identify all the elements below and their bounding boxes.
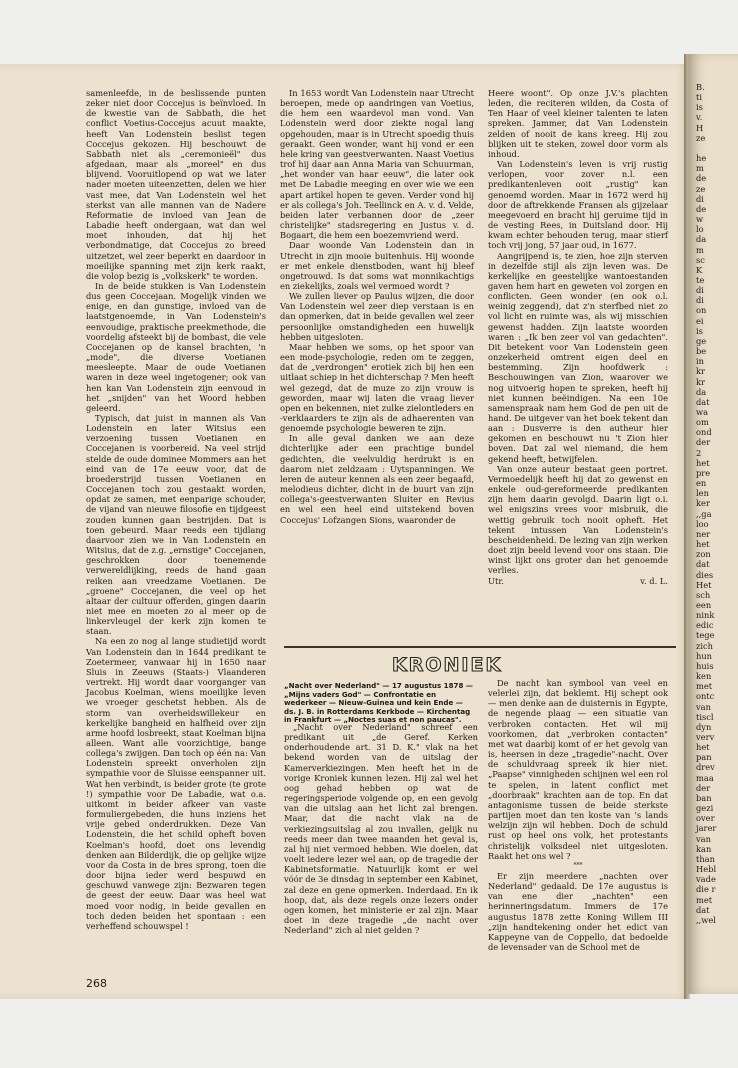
edge-fragment: be	[696, 346, 707, 357]
paragraph: Na een zo nog al lange studietijd wordt Van Lodenstein dan in 1644 predikant te Zoetermeer, vanwaar hij in 1650 naar Sluis in Zeeuws (Staats-) Vlaanderen vertrekt. Hij wordt daar voorganger van Jacobus Koelman, wiens moeilijke leven we vroeger geschetst hebben. Als de storm van overheidswillekeur en kerkelijke bangheid en halfheid over zijn arme hoofd losbreekt, staat Koelman bijna alleen. Want alle voorzichtige, bange collega's zwijgen. Dan toch op één na: Van Lodenstein spreekt onverholen zijn sympathie voor de Sluisse eenspanner uit. Wat hen verbindt, is beider grote (te grote !) sympathie voor De Labadie, wat o.a. uitkomt in beider afkeer van vaste formuliergebeden, die huns inziens het vrije gebed onderdrukken. Deze Van Lodenstein, die het schild opheft boven Koelman's hoofd, doet ons levendig denken aan Bilderdijk, die op gelijke wijze voor da Costa in de bres sprong, toen die door bijna ieder werd bespuwd en geschuwd vanwege zijn: Bezwaren tegen de geest der eeuw. Daar was heel wat moed voor nodig, in beide gevallen en toch deden beiden het spontaan : een verheffend schouwspel !	[86, 636, 266, 931]
edge-fragment: Het	[696, 579, 712, 590]
paragraph: In 1653 wordt Van Lodenstein naar Utrecht beroepen, mede op aandringen van Voetius, die hem een waardevol man vond. Van Lodenstein werd door ziekte nogal lang opgehouden, maar is in Utrecht spoedig thuis geraakt. Geen wonder, want hij vond er een hele kring van geestverwanten. Naast Voetius trof hij daar aan Anna Maria van Schuurman, „het wonder van haar eeuw", die later ook met De Labadie meeging en over wie we een apart artikel hopen te geven. Verder vond hij er als collega's Joh. Teellinck en A. v. d. Velde, beiden later verbannen door de „zeer christelijke" stadsregering en Justus v. d. Bogaart, die hem een boezemvriend werd.	[280, 88, 474, 241]
edge-fragment: kr	[696, 376, 705, 387]
edge-fragment: sc	[696, 254, 705, 265]
edge-fragment: van	[696, 833, 711, 844]
signature-initials: v. d. L.	[640, 575, 668, 586]
edge-fragment: ond	[696, 427, 712, 438]
edge-fragment: die r	[696, 884, 716, 895]
paragraph: Er zijn meerdere „nachten over Nederland" gedaald. De 17e augustus is van ene dier „nachten" een herinneringsdatum. Immers de 17e augustus 1878 zette Koning Willem III „zijn handtekening onder het edict van Kappeyne van de Coppello, dat bedoelde de levensader van de School met de	[488, 870, 668, 953]
edge-fragment: met	[696, 894, 713, 905]
edge-fragment: ti	[696, 92, 702, 103]
edge-fragment: het	[696, 742, 710, 753]
signature-place: Utr.	[488, 575, 505, 586]
edge-fragment: pre	[696, 467, 711, 478]
paragraph: In de beide stukken is Van Lodenstein dus geen Coccejaan. Mogelijk vinden we enige, en dan gunstige, invloed van de laatstgenoemde, in Van Lodenstein's eenvoudige, praktische preekmethode, die voordelig afsteekt bij de bombast, die vele Coccejanen op de kansel brachten, 'n „mode", die diverse Voetianen meesleepte. Maar de oude Voetianen waren in deze weel ingetogener; ook van hen kan Van Lodenstein zijn eenvoud in het „snijden" van het Woord hebben geleerd.	[86, 280, 266, 413]
edge-fragment: dyn	[696, 721, 712, 732]
edge-fragment: ban	[696, 792, 712, 803]
edge-fragment: dat	[696, 559, 710, 570]
kroniek-summary: „Nacht over Nederland" — 17 augustus 1878 — „Mijns vaders God" — Confrontatie en wederkeer — Nieuw-Guinea und kein Ende — ds. J. B. in Rotterdams Kerkbode — Kirchentag in Frankfurt — „Noctes suas et non paucas".	[284, 681, 473, 725]
edge-fragment: da	[696, 386, 707, 397]
right-page-text-fragments	[696, 82, 738, 925]
edge-fragment: H	[696, 122, 704, 133]
paragraph: Typisch, dat juist in mannen als Van Lodenstein en later Witsius een verzoening tussen Voetianen en Coccejanen is voorbereid. Na veel strijd stelde de oude dominee Mommers aan het eind van de 17e eeuw voor, dat de broederstrijd tussen Voetianen en Coccejanen toch zou gestaakt worden, opdat ze samen, met eenparige schouder, de vijand van nieuwe filosofie en tijdgeest zouden kunnen gaan bestrijden. Dat is toen gebeurd. Maar reeds een tijdlang daarvoor zien we in Van Lodenstein en Witsius, dat de z.g. „ernstige" Coccejanen, geschrokken door toenemende verwereldlijking, reeds de hand gaan reiken aan vreedzame Voetianen. De „groene" Coccejanen, die veel op het altaar der cultuur offerden, gingen daarin niet mee en moeten zo al meer op de linkervleugel der kerk zijn komen te staan.	[86, 413, 266, 637]
edge-fragment: vade	[696, 874, 716, 885]
edge-fragment: loo	[696, 518, 709, 529]
edge-fragment	[696, 143, 738, 153]
paragraph: We zullen liever op Paulus wijzen, die door Van Lodenstein wel zeer diep verstaan is en dan opmerken, dat in beide gevallen wel zeer persoonlijke omstandigheden een huwelijk hebben uitgesloten.	[280, 291, 474, 342]
edge-fragment: der	[696, 782, 711, 793]
edge-fragment: dat	[696, 396, 710, 407]
edge-fragment: en	[696, 478, 707, 489]
edge-fragment: gezi	[696, 803, 714, 814]
page-number: 268	[86, 977, 107, 990]
edge-fragment: een	[696, 599, 712, 610]
edge-fragment: huis	[696, 660, 714, 671]
edge-fragment: lo	[696, 224, 704, 235]
section-separator: ***	[573, 861, 583, 869]
edge-fragment: het	[696, 539, 710, 550]
edge-fragment: K	[696, 264, 703, 275]
edge-fragment: ker	[696, 498, 710, 509]
column-1	[86, 88, 266, 931]
edge-fragment: de	[696, 173, 707, 184]
edge-fragment: w	[696, 214, 704, 225]
edge-fragment: di	[696, 295, 704, 306]
edge-fragment: de	[696, 203, 707, 214]
edge-fragment: nink	[696, 610, 715, 621]
edge-fragment: der	[696, 437, 711, 448]
edge-fragment: edic	[696, 620, 714, 631]
edge-fragment: pan	[696, 752, 712, 763]
edge-fragment: Hebl	[696, 864, 717, 875]
edge-fragment: ei	[696, 315, 704, 326]
edge-fragment: di	[696, 193, 704, 204]
edge-fragment: dies	[696, 569, 714, 580]
edge-fragment: drev	[696, 762, 715, 773]
paragraph: Daar woonde Van Lodenstein dan in Utrecht in zijn mooie buitenhuis. Hij woonde er met enkele dienstboden, want hij bleef ongetrouwd. Is dat soms wat monnikachtigs en ziekelijks, zoals wel vermoed wordt ?	[280, 240, 474, 291]
edge-fragment: ze	[696, 132, 706, 143]
edge-fragment: met	[696, 681, 713, 692]
edge-fragment: ze	[696, 183, 706, 194]
edge-fragment: tege	[696, 630, 715, 641]
kroniek-column-1	[284, 722, 478, 935]
edge-fragment: van	[696, 701, 711, 712]
column-2	[280, 88, 474, 525]
edge-fragment: dat	[696, 904, 710, 915]
paragraph: Aangrijpend is, te zien, hoe zijn sterven in dezelfde stijl als zijn leven was. De kerkelijke en geestelijke wantoestanden gaven hem hart en geweten vol zorgen en conflicten. Geen wonder (en ook o.l. weinig zeggend), dat z'n sterfbed niet zo vol licht en ruimte was, als wij misschien gewenst hadden. Zijn laatste woorden waren : „Ik ben zeer vol van gedachten". Dit betekent voor Van Lodenstein geen onzekerheid omtrent eigen deel en bestemming. Zijn hoofdwerk : Beschouwingen van Zion, waarover we nog uitvoerig hopen te spreken, heeft hij niet kunnen beëindigen. Na een 10e samenspraak nam hem God de pen uit de hand. De uitgever van het boek tekent dan aan : Dusverre is den autheur hier gekomen en beschouwt nu 't Zion hier boven. Dat zal wel niemand, die hem gekend heeft, betwijfelen.	[488, 250, 668, 464]
edge-fragment: om	[696, 417, 709, 428]
paragraph: Van Lodenstein's leven is vrij rustig verlopen, voor zover n.l. een predikantenleven ooit „rustig" kan genoemd worden. Maar in 1672 werd hij door de aftrekkende Fransen als gijzelaar meegevoerd en bracht hij geruime tijd in de vesting Rees, in Duitsland door. Hij kwam echter behouden terug, maar stierf toch vrij jong, 57 jaar oud, in 1677.	[488, 159, 668, 251]
edge-fragment: ontc	[696, 691, 715, 702]
edge-fragment: zon	[696, 549, 711, 560]
paragraph: „Nacht over Nederland" schreef een predikant uit „de Geref. Kerken onderhoudende art. 31 D. K." vlak na het bekend worden van de uitslag der Kamerverkiezingen. Men heeft het in de vorige Kroniek kunnen lezen. Hij zal wel het oog gehad hebben op wat de regeringsperiode volgende op, en een gevolg van die uitslag aan het licht zal brengen. Maar, dat die nacht vlak na de verkiezingsuitslag al zou invallen, gelijk nu reeds meer dan twee maanden het geval is, zal hij niet vermoed hebben. Wie doelen, dat voelt iedere lezer wel aan, op de tragedie der Kabinetsformatie. Natuurlijk komt er wel vóór de 3e dinsdag in september een Kabinet, zal deze en gene opmerken. Inderdaad. En ik hoop, dat, als deze regels onze lezers onder ogen komen, het ministerie er zal zijn. Maar doet in deze tragedie „de nacht over Nederland" zich al niet gelden ?	[284, 722, 478, 936]
paragraph: samenleefde, in de beslissende punten zeker niet door Coccejus is beïnvloed. In de kwestie van de Sabbath, die het conflict Voetius-Coccejus acuut maakte, heeft Van Lodenstein beslist tegen Coccejus gekozen. Hij beschouwt de Sabbath niet als „ceremonieël" dus afgedaan, maar als „moreel" en dus blijvend. Vooruitlopend op wat we later nader moeten uiteenzetten, delen we hier vast mee, dat Van Lodenstein wel het sterkst van alle mannen van de Nadere Reformatie de invloed van Jean de Labadie heeft ondergaan, wat dan wel moet inhouden, dat hij het verbondmatige, dat Coccejus zo breed uitzetzet, wel zeer beperkt en daardoor in moeilijke spanning met zijn kerk raakt, die volop bezig is „volkskerk" te worden.	[86, 88, 266, 281]
paragraph: Heere woont". Op onze J.V.'s plachten leden, die reciteren wilden, da Costa of Ten Haar of veel kleiner talenten te laten spreken. Jammer, dat Van Lodenstein zelden of nooit de kans kreeg. Hij zou blijken uit te steken, zowel door vorm als inhoud.	[488, 88, 668, 159]
edge-fragment: ner	[696, 528, 711, 539]
paragraph: Maar hebben we soms, op het spoor van een mode-psychologie, reden om te zeggen, dat de „verdrongen" erotiek zich bij hen een uitlaat schiep in het dichterschap ? Men heeft wel gezegd, dat de muze zo zijn vrouw is geworden, maar wij laten die vraag liever open en bekennen, niet zulke zielontleders en -verklaarders te zijn als de adhaerenten van genoemde psychologie beweren te zijn.	[280, 341, 474, 434]
edge-fragment: wa	[696, 407, 709, 417]
edge-fragment: di	[696, 285, 704, 296]
edge-fragment: verv	[696, 732, 715, 742]
paragraph: De nacht kan symbool van veel en velerlei zijn, dat beklemt. Hij schept ook — men denke aan de duisternis in Egypte, de negende plaag — een situatie van verbroken contacten. Het wil mij voorkomen, dat „verbroken contacten" met wat daarbij komt of er het gevolg van is, heersen in deze „tragedie"-nacht. Over de schuldvraag spreek ik hier niet. „Paapse" vinnigheden schijnen wel een rol te spelen, in latent conflict met „doorbraak" krachten aan de top. En dat antagonisme tussen de beide sterkste partijen moet dan ten koste van 's lands welzijn zijn wil hebben. Doch de schuld rust op heel ons volk, het protestants christelijk volksdeel niet uitgesloten. Raakt het ons wel ?	[488, 678, 668, 861]
paragraph: Van onze auteur bestaat geen portret. Vermoedelijk heeft hij dat zo gewenst en enkele oud-gereformeerde predikanten zijn hem daarin gevolgd. Daarin ligt o.i. wel enigszins vrees voor misbruik, die wettig gebruik toch nooit opheft. Het tekent intussen Van Lodenstein's bescheidenheid. De lezing van zijn werken doet zijn beeld levend voor ons staan. Die winst lijkt ons groter dan het genoemde verlies.	[488, 463, 668, 576]
column-3	[488, 88, 668, 586]
edge-fragment: jarer	[696, 823, 717, 834]
edge-fragment: B.	[696, 82, 705, 92]
edge-fragment: ge	[696, 335, 707, 346]
edge-fragment: kan	[696, 843, 712, 854]
edge-fragment: tiscl	[696, 711, 714, 722]
edge-fragment: 2	[696, 447, 702, 458]
edge-fragment: ,,wel	[696, 914, 716, 925]
right-page-edge	[688, 54, 738, 994]
edge-fragment: ,,ga	[696, 508, 712, 519]
edge-fragment: te	[696, 274, 705, 285]
edge-fragment: het	[696, 457, 710, 468]
edge-fragment: da	[696, 234, 707, 245]
kroniek-column-2	[488, 678, 668, 952]
edge-fragment: zich	[696, 640, 714, 651]
edge-fragment: m	[696, 163, 704, 174]
section-divider	[284, 646, 676, 648]
edge-fragment: ken	[696, 671, 712, 682]
edge-fragment: is	[696, 102, 703, 113]
edge-fragment: maa	[696, 772, 714, 783]
edge-fragment: on	[696, 305, 707, 316]
edge-fragment: in	[696, 356, 704, 367]
edge-fragment: len	[696, 488, 709, 499]
edge-fragment: sch	[696, 589, 711, 600]
edge-fragment: hun	[696, 650, 713, 661]
paragraph: In alle geval danken we aan deze dichterlijke ader een prachtige bundel gedichten, die veelvuldig herdrukt is en daarom niet zeldzaam : Uytspanningen. We leren de auteur kennen als een zeer begaafd, melodieus dichter, dicht in de buurt van zijn collega's-geestverwanten Sluiter en Revius en wel een heel eind uitstekend boven Coccejus' Lofzangen Sions, waaronder de	[280, 433, 474, 525]
edge-fragment: m	[696, 244, 704, 255]
edge-fragment: kr	[696, 366, 705, 377]
edge-fragment: he	[696, 153, 707, 164]
signature-line	[488, 576, 668, 586]
edge-fragment: v.	[696, 112, 703, 123]
edge-fragment: is	[696, 325, 703, 336]
kroniek-heading: KRONIEK	[392, 654, 503, 676]
edge-fragment: than	[696, 853, 715, 864]
edge-fragment: over	[696, 813, 715, 824]
